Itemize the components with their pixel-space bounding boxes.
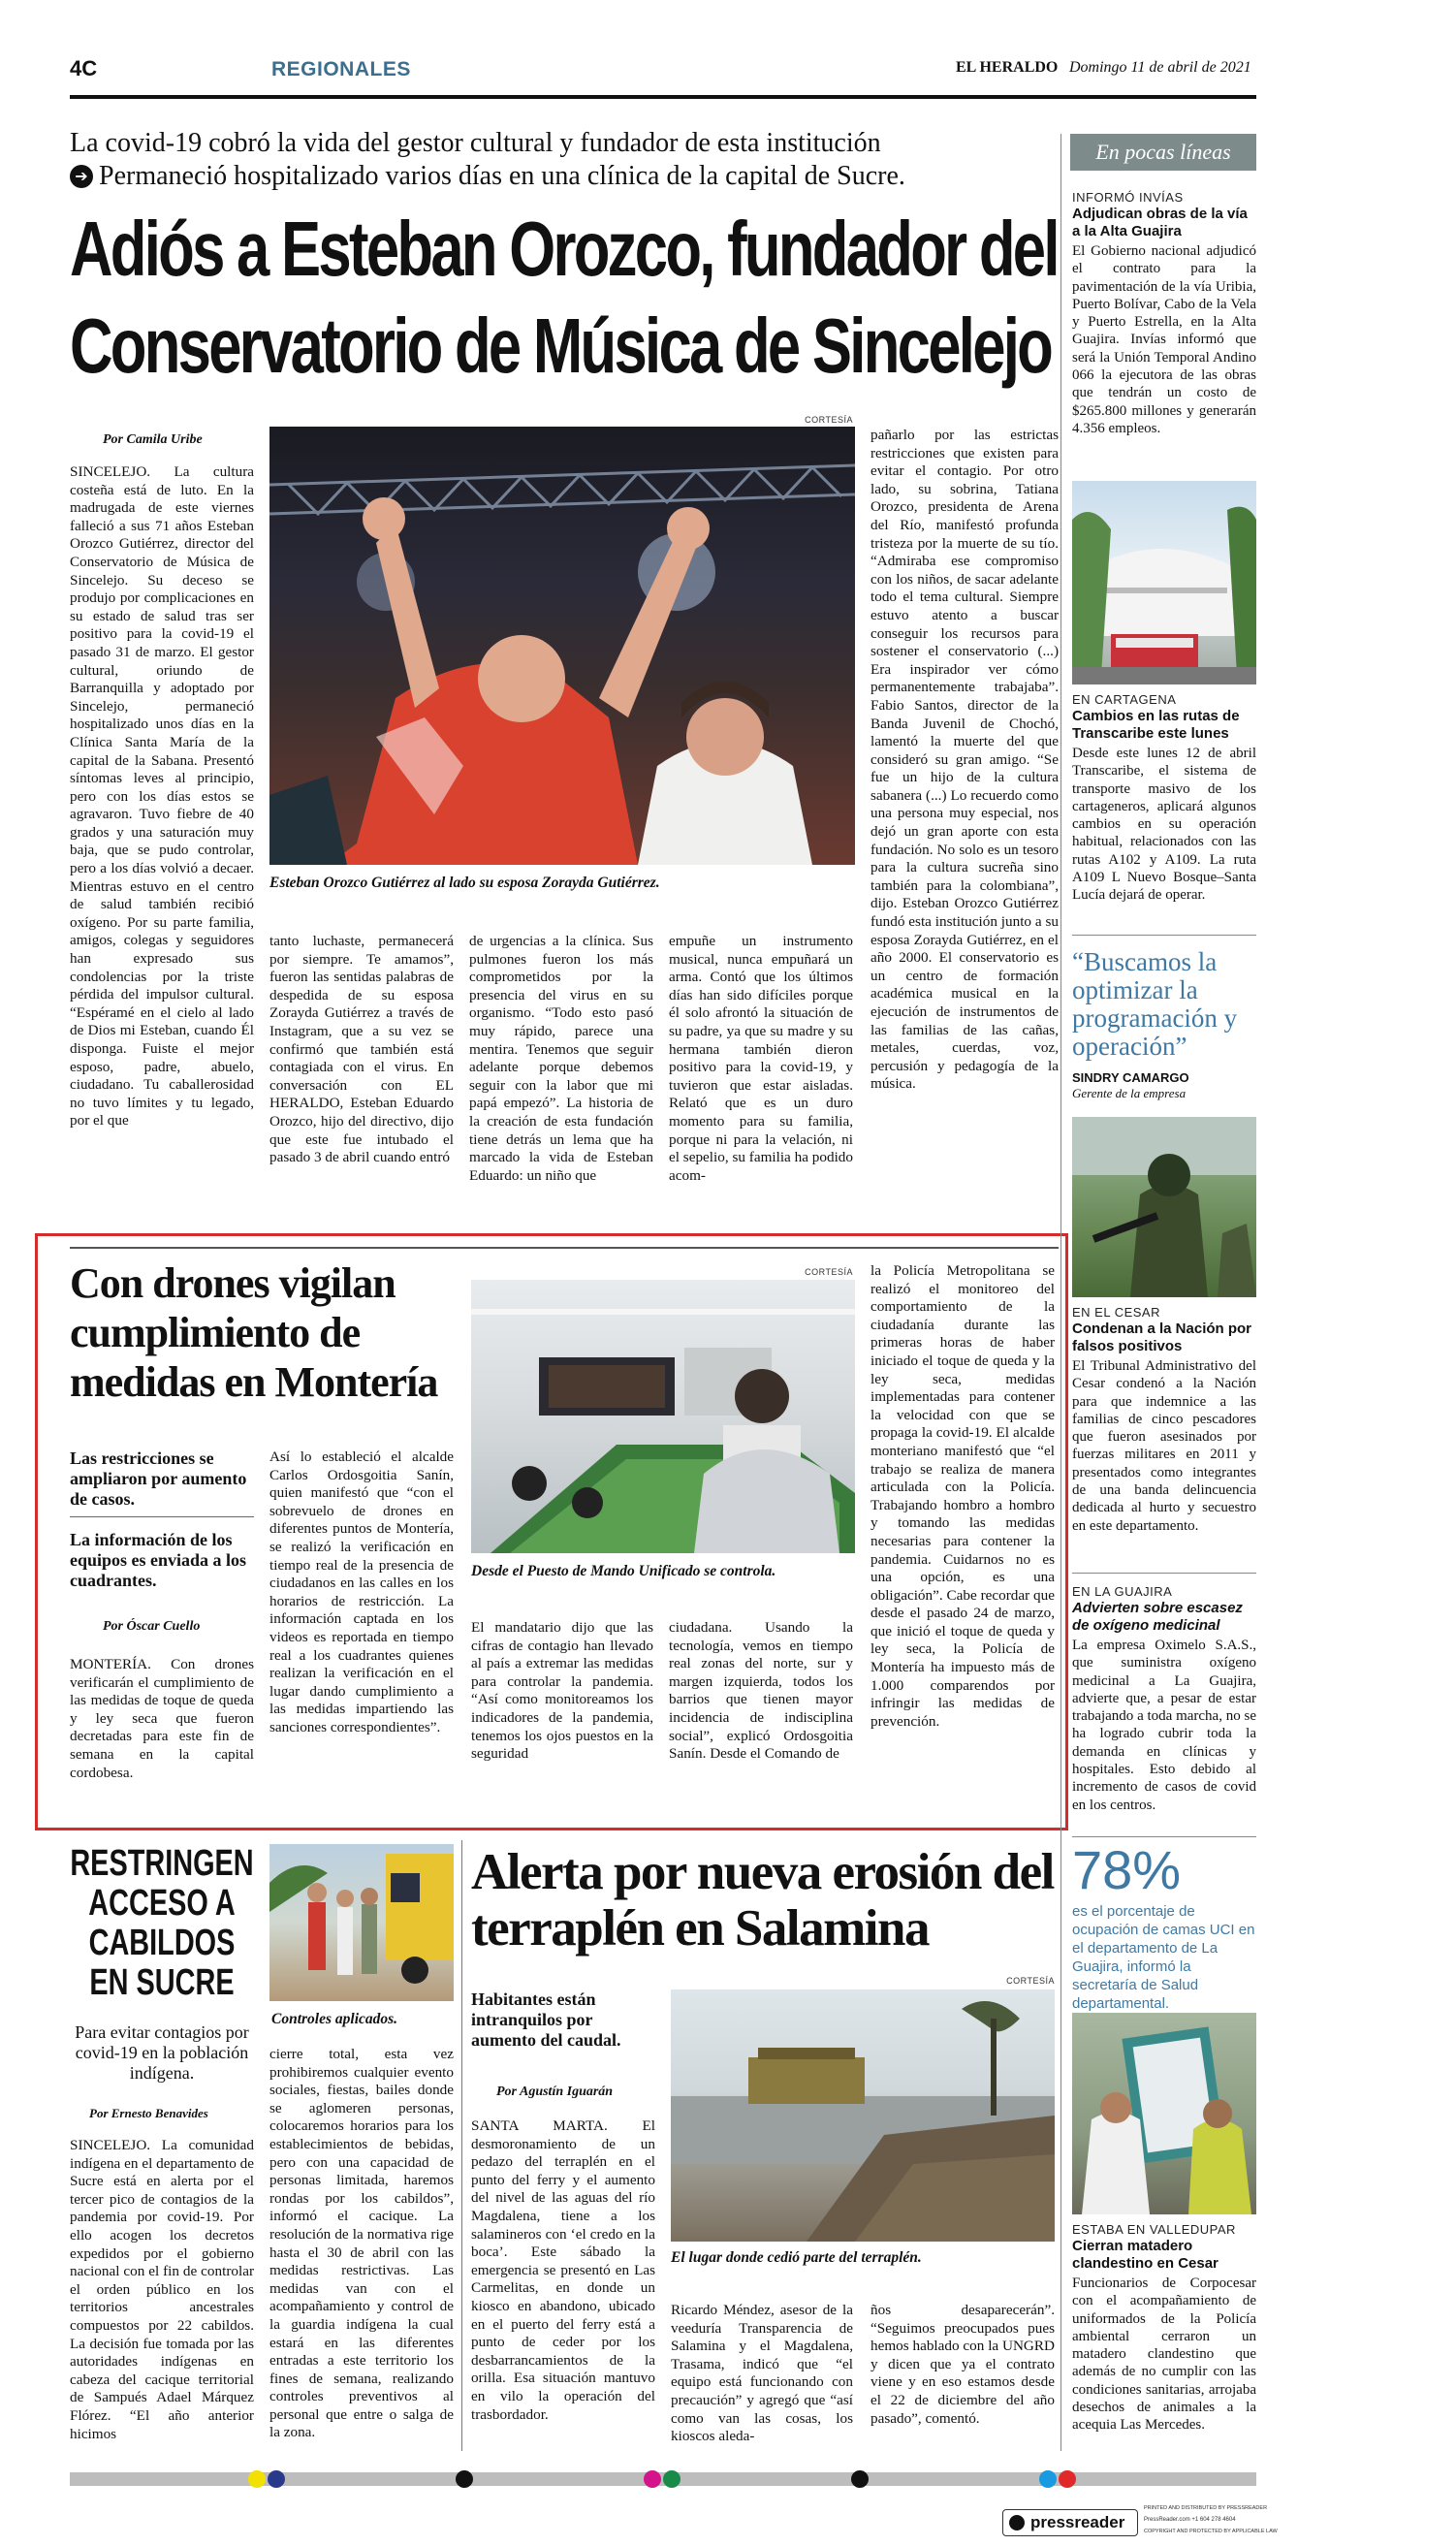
sidebar-item3-kicker: EN EL CESAR [1072, 1305, 1160, 1320]
drones-byline: Por Óscar Cuello [103, 1619, 201, 1634]
sidebar-title: En pocas líneas [1070, 134, 1256, 171]
main-col-2: tanto luchaste, permanecerá por siempre. Te amamos”, fueron las sentidas palabras de despedida de su esposa Zorayda Gutiérrez a través de Instagram, que a su vez se confirmó que también está contagiada con el virus. En conversación con EL HERALDO, Esteban Eduardo Orozco, hijo del directivo, dijo que este fue intubado el pasado 3 de abril cuando entró [269, 933, 454, 1166]
drones-col-5: la Policía Metropolitana se realizó el monitoreo del comportamiento de la ciudadanía durante las primeras horas de haber iniciado el toque de queda y la ley seca, medidas implementadas para contener la velocidad con que se propaga la covid-19. El alcalde monteriano manifestó que “el trabajo se realiza de manera articulada con la Policía. Trabajando hombro a hombro y tomando las medidas necesarias para contener la pandemia. Cuidarnos no es una opción, es una obligación”. Cabe recordar que desde el pasado 24 de marzo, que inició el toque de queda y ley seca, la Policía de Montería ha impuesto más de 1.000 comparendos por infringir las medidas de prevención. [870, 1262, 1055, 1730]
salamina-col-1: SANTA MARTA. El desmoronamiento de un pedazo del terraplén en el punto del ferry y el aumento del nivel de las aguas del río Magdalena, tiene a los salamineros con ‘el credo en la boca’. Este sábado la emergencia se presentó en Las Carmelitas, en donde un kiosco en abandono, ubicado en el puerto del ferry está a punto de ceder por los desbarrancamientos de la orilla. Esa situación mantuvo en vilo la operación del trasbordador. [471, 2117, 655, 2423]
registration-dot-red [1059, 2470, 1076, 2488]
page-date: Domingo 11 de abril de 2021 [1069, 59, 1251, 76]
sidebar-item2-kicker: EN CARTAGENA [1072, 692, 1177, 707]
pressreader-copyright: COPYRIGHT AND PROTECTED BY APPLICABLE LAW [1144, 2529, 1278, 2534]
header-rule [70, 95, 1256, 99]
salamina-photo-credit: CORTESÍA [1006, 1976, 1055, 1986]
sidebar-item5-kicker: ESTABA EN VALLEDUPAR [1072, 2222, 1236, 2237]
salamina-photo [671, 1989, 1055, 2242]
cabildos-divider [461, 1840, 462, 2451]
main-photo-credit: CORTESÍA [805, 415, 853, 425]
registration-dot-blue [268, 2470, 285, 2488]
main-kicker-2-row [70, 161, 905, 192]
sidebar-photo-soldier [1072, 1117, 1256, 1297]
registration-dot-cyan [1039, 2470, 1057, 2488]
drones-col-4: ciudadana. Usando la tecnología, vemos en tiempo real zonas del norte, sur y margen izquierda, todos los barrios que tienen mayor incidencia de indisciplina social”, explicó Ordosgoitia Sanín. Desde el Comando de [669, 1619, 853, 1763]
sidebar-item4-body: La empresa Oximelo S.A.S., que suministra oxígeno medicinal a La Guajira, advierte que, a pesar de estar trabajando a toda marcha, no se ha logrado cubrir toda la demanda en clínicas y hospitales. Esto debido al incremento de casos de covid en los centros. [1072, 1638, 1256, 1813]
sidebar-item1-kicker: INFORMÓ INVÍAS [1072, 190, 1184, 205]
main-col-1: SINCELEJO. La cultura costeña está de luto. En la madrugada de este viernes falleció a sus 71 años Esteban Orozco Gutiérrez, director del Conservatorio de Música de Sincelejo. Su deceso se produjo por complicaciones en su estado de salud tras ser positivo para la covid-19 el pasado 31 de marzo. El gestor cultural, oriundo de Barranquilla y adoptado por Sincelejo, permaneció hospitalizado unos días en la Clínica Santa María de la capital de la Sabana. Presentó síntomas leves al principio, pero con los días estos se agravaron. Tuvo fiebre de 40 grados y una saturación muy baja, que se pudo controlar, pero a los días volvió a decaer. Mientras estuvo en el centro de salud también recibió oxígeno. Por su parte familia, amigos, colegas y seguidores han expresado sus condolencias por la triste pérdida del impulsor cultural. “Espéramé en el cielo al lado de Dios mi Esteban, cuando Él disponga. Fuiste el mejor esposo, padre, abuelo, ciudadano. Tu caballerosidad no tuvo límites y tu legado, por el que [70, 463, 254, 1130]
pressreader-icon [1009, 2515, 1025, 2530]
paper-name: EL HERALDO [956, 59, 1059, 76]
salamina-byline: Por Agustín Iguarán [496, 2085, 614, 2099]
cabildos-sub: Para evitar contagios por covid-19 en la población indígena. [75, 2022, 249, 2083]
drones-col-1: MONTERÍA. Con drones verificarán el cumplimiento de las medidas de toque de queda y ley seca que fueron decretadas para este fin de semana en la capital cordobesa. [70, 1656, 254, 1781]
cabildos-photo [269, 1844, 454, 2001]
sidebar-item5-head: Cierran matadero clandestino en Cesar [1072, 2238, 1219, 2272]
sidebar-item1-body: El Gobierno nacional adjudicó el contrato para la pavimentación de la vía Uribia, Puerto Bolívar, Cabo de la Vela y Puerto Estrella, en la Alta Guajira. Invías informó que será la Unión Temporal Andino 066 la ejecutora de las obras que tendrán un costo de $265.800 millones y generarán 4.356 empleos. [1072, 243, 1256, 436]
pressreader-name: pressreader [1030, 2513, 1125, 2531]
salamina-sub: Habitantes están intranquilos por aumento del caudal. [471, 1989, 621, 2050]
registration-dot-black-1 [456, 2470, 473, 2488]
drones-sub-2: La información de los equipos es enviada a los cuadrantes. [70, 1530, 247, 1590]
drones-top-rule [70, 1247, 1059, 1249]
cabildos-col-1: SINCELEJO. La comunidad indígena en el departamento de Sucre está en alerta por el tercer pico de contagios de la pandemia por covid-19. Por ello acogen los decretos expedidos por el gobierno nacional con el fin de controlar el orden público en los territorios ancestrales compuestos por 22 cabildos. La decisión fue tomada por las autoridades indígenas en cabeza del cacique territorial de Sampués Adael Márquez Flórez. “El año anterior hicimos [70, 2137, 254, 2442]
cabildos-caption: Controles aplicados. [271, 2011, 398, 2027]
main-col-3: de urgencias a la clínica. Sus pulmones fueron los más comprometidos por la presencia del virus en su organismo. “Todo esto pasó muy rápido, parece una mentira. Tenemos que seguir adelante porque debemos seguir con la labor que mi papá empezó”. La historia de la creación de esta fundación tiene detrás un lema que ha marcado la vida de Esteban Eduardo: un niño que [469, 933, 653, 1184]
sidebar-stat-value: 78% [1072, 1839, 1182, 1900]
cabildos-col-2: cierre total, esta vez prohibiremos cualquier evento sociales, fiestas, bailes donde se aglomeren personas, colocaremos horarios para los establecimientos de bebidas, pero con una capacidad de personas limitada, haremos rondas por los cabildos”, informó el cacique. La resolución de la normativa rige hasta el 30 de abril con las medidas restrictivas. Las medidas van con el acompañamiento y control de la guardia indígena la cual estará en las diferentes entradas a este territorio los fines de semana, realizando controles preventivos al personal que entre o salga de la zona. [269, 2046, 454, 2441]
sidebar-quote-name: SINDRY CAMARGO [1072, 1070, 1189, 1085]
drones-photo [471, 1280, 855, 1553]
registration-dot-green [663, 2470, 681, 2488]
drones-col-2: Así lo estableció el alcalde Carlos Ordosgoitia Sanín, quien manifestó que “con el sobrevuelo de drones en diferentes puntos de Montería, se realizó la verificación en tiempo real de la presencia de ciudadanos en las calles en los horarios de restricción. La información captada en los videos es reportada en tiempo real a los cuadrantes quienes realizan la verificación en el lugar dando cumplimiento a las medidas impartiendo las sanciones correspondientes”. [269, 1448, 454, 1735]
sidebar-item4-head: Advierten sobre escasez de oxígeno medicinal [1072, 1600, 1243, 1634]
registration-dot-black-2 [851, 2470, 869, 2488]
main-kicker-2: Permaneció hospitalizado varios días en una clínica de la capital de Sucre. [99, 161, 905, 191]
drones-col-3: El mandatario dijo que las cifras de contagio han llevado al país a extremar las medidas para controlar la pandemia. “Así como monitoreamos los indicadores de la pandemia, tenemos los ojos puestos en la seguridad [471, 1619, 653, 1763]
sidebar-item3-head: Condenan a la Nación por falsos positivos [1072, 1321, 1252, 1354]
main-photo [269, 427, 855, 865]
sidebar-stat-rule [1072, 1836, 1256, 1837]
drones-sub-1: Las restricciones se ampliaron por aumento de casos. [70, 1448, 247, 1509]
main-kicker-1: La covid-19 cobró la vida del gestor cultural y fundador de esta institución [70, 128, 881, 158]
arrow-circle-icon: ➔ [70, 165, 93, 188]
pressreader-phone: PressReader.com +1 604 278 4604 [1144, 2517, 1236, 2523]
registration-dot-yellow [248, 2470, 266, 2488]
salamina-col-3: ños desaparecerán”. “Seguimos preocupados pues hemos hablado con la UNGRD y dicen que ya el contrato viene y en eso estamos desde el 22 de diciembre del año pasado”, comentó. [870, 2302, 1055, 2427]
main-caption: Esteban Orozco Gutiérrez al lado su esposa Zorayda Gutiérrez. [269, 875, 660, 891]
sidebar-item1-head: Adjudican obras de la vía a la Alta Guajira [1072, 206, 1248, 239]
drones-headline: Con drones vigilan cumplimiento de medidas en Montería [70, 1259, 438, 1406]
sidebar-divider [1060, 134, 1061, 2451]
pressreader-distributed: PRINTED AND DISTRIBUTED BY PRESSREADER [1144, 2505, 1268, 2511]
pressreader-logo [1002, 2509, 1138, 2536]
main-col-5: pañarlo por las estrictas restricciones que existen para evitar el contagio. Por otro lado, su sobrina, Tatiana Orozco, presidenta de Arena del Río, manifestó profunda tristeza por la muerte de su tío. “Admiraba ese compromiso con los niños, de sacar adelante todo el tema cultural. Siempre estuvo atento a buscar conseguir los recursos para sostener el conservatorio (...) Era inspirador ver cómo permanentemente trabajaba”. Fabio Santos, director de la Banda Juvenil de Chochó, lamentó la muerte del que consideró su gran amigo. “Se fue un hijo de la cultura sabanera (...) Lo recuerdo como una persona muy especial, nos dejó un gran aporte con esta fundación. No solo es un tesoro para la cultura sucreña sino también para la colombiana”, dijo. Esteban Orozco Gutiérrez fundó esta institución junto a su esposa Zorayda Gutiérrez, en el año 2000. El conservatorio es un centro de formación académica musical en la ejecución de instrumentos de las familias de las cañas, metales, cuerdas, voz, percusión y pedagogía de la música. [870, 427, 1059, 1093]
sidebar-stat-text: es el porcentaje de ocupación de camas UCI en el departamento de La Guajira, informó la secretaría de Salud departamental. [1072, 1903, 1255, 2012]
sidebar-quote: “Buscamos la optimizar la programación y operación” [1072, 947, 1238, 1061]
sidebar-quote-role: Gerente de la empresa [1072, 1086, 1187, 1100]
drones-sub-divider [70, 1516, 254, 1517]
sidebar-item2-body: Desde este lunes 12 de abril Transcaribe, el sistema de transporte masivo de los cartageneros, aplicará algunos cambios en su operación habitual, relacionados con las rutas A102 y A109. La ruta A109 L Nuevo Bosque–Santa Lucía dejará de operar. [1072, 746, 1256, 904]
main-headline-2: Conservatorio de Música de Sincelejo [70, 302, 1052, 389]
sidebar-item2-head: Cambios en las rutas de Transcaribe este lunes [1072, 708, 1240, 742]
cabildos-headline: RESTRINGEN ACCESO A CABILDOS EN SUCRE [70, 1843, 254, 2003]
section-label: REGIONALES [271, 58, 411, 80]
salamina-col-2: Ricardo Méndez, asesor de la veeduría Transparencia de Salamina y el Magdalena, Trasama, indicó que “el equipo está funcionando con precaución” y agregó que “así como van las cosas, los kioscos aleda- [671, 2302, 853, 2445]
salamina-headline: Alerta por nueva erosión del terraplén en Salamina [471, 1844, 1054, 1957]
sidebar-photo-valledupar [1072, 2013, 1256, 2214]
sidebar-item5-body: Funcionarios de Corpocesar con el acompañamiento de uniformados de la Policía ambiental cerraron un matadero clandestino que además de no cumplir con las condiciones sanitarias, arrojaba desechos de animales a la acequia Las Mercedes. [1072, 2275, 1256, 2434]
salamina-caption: El lugar donde cedió parte del terraplén. [671, 2249, 922, 2266]
page-number: 4C [70, 56, 98, 80]
main-headline-1: Adiós a Esteban Orozco, fundador del [70, 206, 1058, 292]
main-col-4: empuñe un instrumento musical, nunca empuñará un arma. Contó que los últimos días han sido difíciles porque él solo afrontó la situación de su padre, ya que su madre y su hermana también dieron positivo para la covid-19, y tuvieron que estar aisladas. Relató que es un duro momento para su familia, porque ni para la velación, ni el sepelio, su familia ha podido acom- [669, 933, 853, 1184]
sidebar-item4-kicker: EN LA GUAJIRA [1072, 1584, 1173, 1599]
sidebar-item4-rule [1072, 1573, 1256, 1574]
sidebar-quote-rule [1072, 935, 1256, 936]
sidebar-item3-body: El Tribunal Administrativo del Cesar condenó a la Nación para que indemnice a las familias de cinco pescadores que fueron asesinados por fuerzas militares en 2011 y presentados como integrantes de una banda delincuencia dedicada al hurto y secuestro en este departamento. [1072, 1358, 1256, 1534]
cabildos-byline: Por Ernesto Benavides [89, 2106, 208, 2120]
main-byline: Por Camila Uribe [103, 432, 203, 447]
registration-dot-magenta [644, 2470, 661, 2488]
sidebar-photo-transcaribe [1072, 481, 1256, 684]
drones-photo-credit: CORTESÍA [805, 1267, 853, 1277]
drones-caption: Desde el Puesto de Mando Unificado se controla. [471, 1563, 776, 1579]
